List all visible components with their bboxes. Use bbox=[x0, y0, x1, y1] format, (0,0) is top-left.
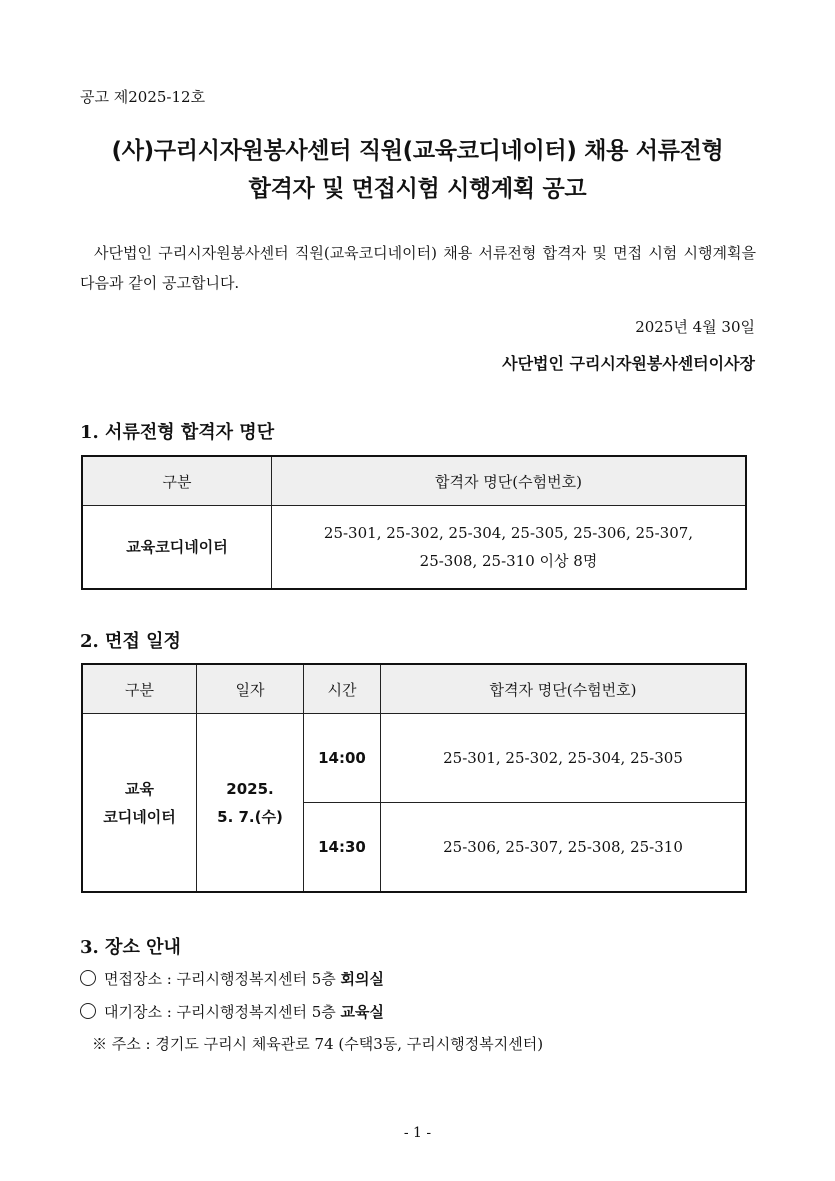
category-line: 교육 bbox=[125, 779, 154, 798]
page-number: - 1 - bbox=[403, 1125, 432, 1141]
category-cell: 교육코디네이터 bbox=[82, 506, 272, 590]
page-title bbox=[60, 132, 775, 208]
intro-paragraph: 사단법인 구리시자원봉사센터 직원(교육코디네이터) 채용 서류전형 합격자 및 면접 시험 시행계획을 다음과 같이 공고합니다. bbox=[80, 244, 756, 292]
circle-bullet-icon bbox=[80, 970, 96, 986]
pass-list-cell: 25-306, 25-307, 25-308, 25-310 bbox=[381, 803, 747, 893]
table-header: 합격자 명단(수험번호) bbox=[272, 456, 747, 506]
pass-list-line: 25-301, 25-302, 25-304, 25-305, 25-306, 25-307, bbox=[323, 524, 694, 542]
table-header: 구분 bbox=[82, 664, 197, 714]
section-2-heading: 2. 면접 일정 bbox=[80, 631, 181, 652]
document-pass-table bbox=[81, 455, 747, 590]
category-line: 코디네이터 bbox=[103, 807, 176, 826]
pass-list-cell: 25-301, 25-302, 25-304, 25-305 bbox=[381, 714, 747, 803]
announcement-date: 2025년 4월 30일 bbox=[635, 318, 755, 336]
title-line-1: (사)구리시자원봉사센터 직원(교육코디네이터) 채용 서류전형 bbox=[111, 138, 724, 164]
interview-room: 회의실 bbox=[340, 970, 385, 988]
interview-location-label: 면접장소 : 구리시행정복지센터 5층 bbox=[104, 970, 336, 988]
time-cell: 14:30 bbox=[304, 803, 381, 893]
pass-list-cell bbox=[272, 506, 747, 590]
table-header: 일자 bbox=[197, 664, 304, 714]
interview-location bbox=[80, 968, 384, 989]
circle-bullet-icon bbox=[80, 1003, 96, 1019]
interview-schedule-table bbox=[81, 663, 747, 893]
table-header: 구분 bbox=[82, 456, 272, 506]
section-3-heading: 3. 장소 안내 bbox=[80, 937, 181, 958]
waiting-room: 교육실 bbox=[340, 1003, 385, 1021]
title-line-2: 합격자 및 면접시험 시행계획 공고 bbox=[248, 176, 587, 202]
time-cell: 14:00 bbox=[304, 714, 381, 803]
table-row bbox=[82, 714, 746, 803]
waiting-location-label: 대기장소 : 구리시행정복지센터 5층 bbox=[104, 1003, 336, 1021]
section-1-heading: 1. 서류전형 합격자 명단 bbox=[80, 422, 275, 443]
date-cell bbox=[197, 714, 304, 893]
pass-list-line: 25-308, 25-310 이상 8명 bbox=[419, 552, 598, 570]
date-line: 5. 7.(수) bbox=[217, 807, 283, 826]
date-line: 2025. bbox=[226, 779, 274, 798]
issuer: 사단법인 구리시자원봉사센터이사장 bbox=[502, 354, 755, 373]
waiting-location bbox=[80, 1001, 384, 1022]
category-cell bbox=[82, 714, 197, 893]
notice-number: 공고 제2025-12호 bbox=[80, 88, 206, 106]
table-header: 합격자 명단(수험번호) bbox=[381, 664, 747, 714]
address-note: ※ 주소 : 경기도 구리시 체육관로 74 (수택3동, 구리시행정복지센터) bbox=[92, 1035, 544, 1053]
table-header: 시간 bbox=[304, 664, 381, 714]
